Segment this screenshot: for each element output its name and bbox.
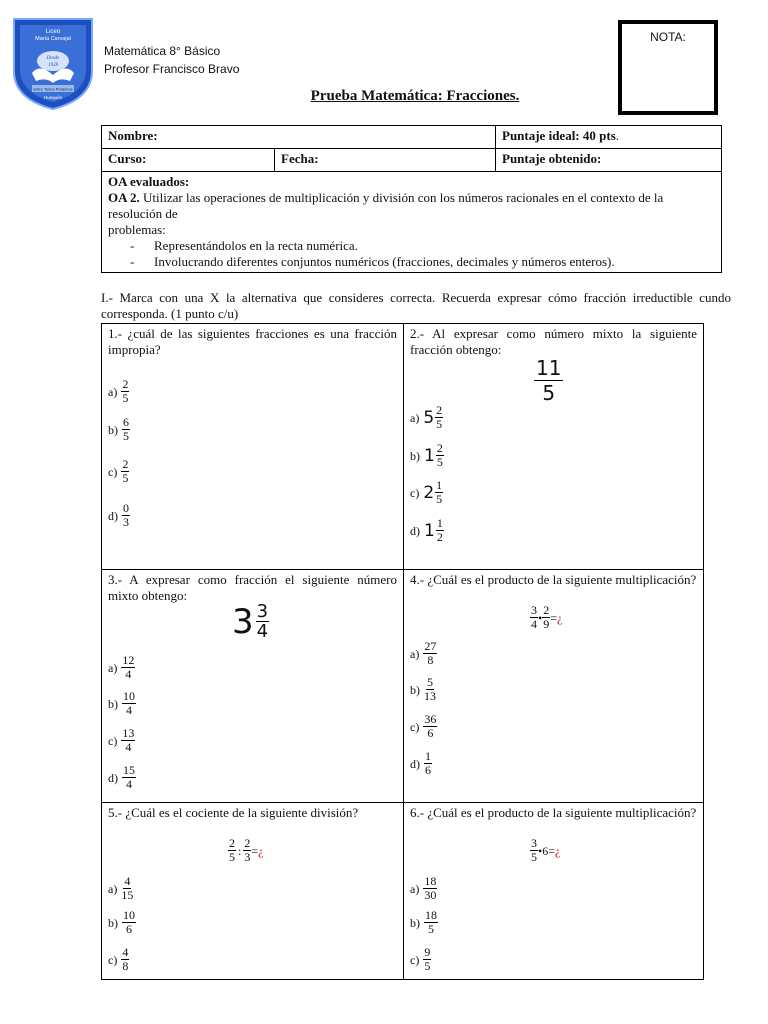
question-text: 4.- ¿Cuál es el producto de la siguiente multiplicación? bbox=[410, 572, 697, 587]
option-b[interactable]: b) $\frac{6}{5}$ bbox=[108, 415, 129, 443]
instructions: I.- Marca con una X la alternativa que consideres correcta. Recuerda expresar cómo fracción irreductible cundo corresponda. (1 punto c/u) bbox=[101, 290, 731, 321]
svg-text:María Carvajal: María Carvajal bbox=[35, 36, 71, 42]
option-d[interactable]: d) $\frac{0}{3}$ bbox=[108, 501, 129, 529]
question-grid bbox=[101, 323, 704, 980]
svg-text:Liceo: Liceo bbox=[45, 29, 61, 35]
name-field[interactable]: Nombre: bbox=[102, 126, 496, 149]
school-logo bbox=[10, 15, 96, 111]
ideal-score: Puntaje ideal: 40 pts. bbox=[496, 126, 722, 149]
learning-objectives: OA evaluados: OA 2. Utilizar las operaciones de multiplicación y división con los números racionales en el contexto de la resolución de problemas: - Representándolos en la recta numérica. - Involucrando diferentes conjuntos numéricos (fracciones, decimales y números enteros). bbox=[102, 172, 722, 273]
option-a[interactable]: a) $\frac{2}{5}$ bbox=[108, 377, 129, 405]
objective-bullet: - Involucrando diferentes conjuntos numéricos (fracciones, decimales y números enteros). bbox=[108, 254, 715, 270]
target-mixed-number: 3 $\frac{3}{4}$ bbox=[232, 601, 269, 642]
grade-box[interactable] bbox=[618, 20, 718, 115]
question-text: 3.- A expresar como fracción el siguiente número mixto obtengo: bbox=[108, 572, 397, 603]
option-c[interactable]: c) $\frac{4}{8}$ bbox=[108, 945, 129, 973]
svg-text:Entre Todos Podemos: Entre Todos Podemos bbox=[33, 86, 73, 92]
option-a[interactable]: a) 5 $\frac{2}{5}$ bbox=[410, 403, 443, 431]
option-b[interactable]: b) $\frac{5}{13}$ bbox=[410, 675, 436, 703]
question-text: 1.- ¿cuál de las siguientes fracciones es una fracción impropia? bbox=[108, 326, 397, 357]
course-header bbox=[104, 42, 239, 78]
objective-bullet: - Representándolos en la recta numérica. bbox=[108, 238, 715, 254]
option-b[interactable]: b) $\frac{10}{4}$ bbox=[108, 689, 135, 717]
student-info-table bbox=[101, 125, 722, 273]
obtained-score-field[interactable]: Puntaje obtenido: bbox=[496, 149, 722, 172]
question-2 bbox=[404, 324, 703, 569]
question-1 bbox=[102, 324, 403, 569]
option-d[interactable]: d) $\frac{15}{4}$ bbox=[108, 763, 135, 791]
svg-text:1928: 1928 bbox=[48, 63, 58, 68]
option-b[interactable]: b) $\frac{10}{6}$ bbox=[108, 908, 135, 936]
expression: $\frac{2}{5}$ : $\frac{2}{3}$ = ¿ bbox=[229, 836, 264, 864]
option-b[interactable]: b) 1 $\frac{2}{5}$ bbox=[410, 441, 443, 469]
option-c[interactable]: c) $\frac{36}{6}$ bbox=[410, 712, 437, 740]
question-3 bbox=[102, 570, 403, 802]
option-c[interactable]: c) $\frac{9}{5}$ bbox=[410, 945, 431, 973]
course-name: Matemática 8° Básico bbox=[104, 44, 221, 58]
question-text: 6.- ¿Cuál es el producto de la siguiente multiplicación? bbox=[410, 805, 697, 820]
option-c[interactable]: c) $\frac{2}{5}$ bbox=[108, 457, 129, 485]
question-5 bbox=[102, 803, 403, 979]
option-d[interactable]: d) 1 $\frac{1}{2}$ bbox=[410, 516, 443, 544]
target-fraction: $\frac{11}{5}$ bbox=[536, 356, 562, 405]
option-c[interactable]: c) $\frac{13}{4}$ bbox=[108, 726, 135, 754]
svg-text:Desde: Desde bbox=[46, 56, 60, 61]
expression: $\frac{3}{4}$ • $\frac{2}{9}$ = ¿ bbox=[531, 603, 563, 631]
option-d[interactable]: d) $\frac{1}{6}$ bbox=[410, 749, 431, 777]
date-field[interactable]: Fecha: bbox=[275, 149, 496, 172]
option-a[interactable]: a) $\frac{12}{4}$ bbox=[108, 653, 135, 681]
course-field[interactable]: Curso: bbox=[102, 149, 275, 172]
option-a[interactable]: a) $\frac{18}{30}$ bbox=[410, 874, 437, 902]
option-c[interactable]: c) 2 $\frac{1}{5}$ bbox=[410, 478, 443, 506]
option-b[interactable]: b) $\frac{18}{5}$ bbox=[410, 908, 437, 936]
option-a[interactable]: a) $\frac{4}{15}$ bbox=[108, 874, 134, 902]
question-6 bbox=[404, 803, 703, 979]
question-text: 2.- Al expresar como número mixto la siguiente fracción obtengo: bbox=[410, 326, 697, 357]
svg-text:Huequén: Huequén bbox=[43, 95, 63, 100]
option-a[interactable]: a) $\frac{27}{8}$ bbox=[410, 639, 437, 667]
school-crest-icon bbox=[10, 15, 96, 111]
expression: $\frac{3}{5}$ •6 = ¿ bbox=[531, 836, 561, 864]
question-text: 5.- ¿Cuál es el cociente de la siguiente división? bbox=[108, 805, 359, 820]
page-title: Prueba Matemática: Fracciones. bbox=[310, 88, 520, 104]
teacher-name: Profesor Francisco Bravo bbox=[104, 62, 240, 76]
grade-label: NOTA: bbox=[650, 30, 686, 44]
question-4 bbox=[404, 570, 703, 802]
